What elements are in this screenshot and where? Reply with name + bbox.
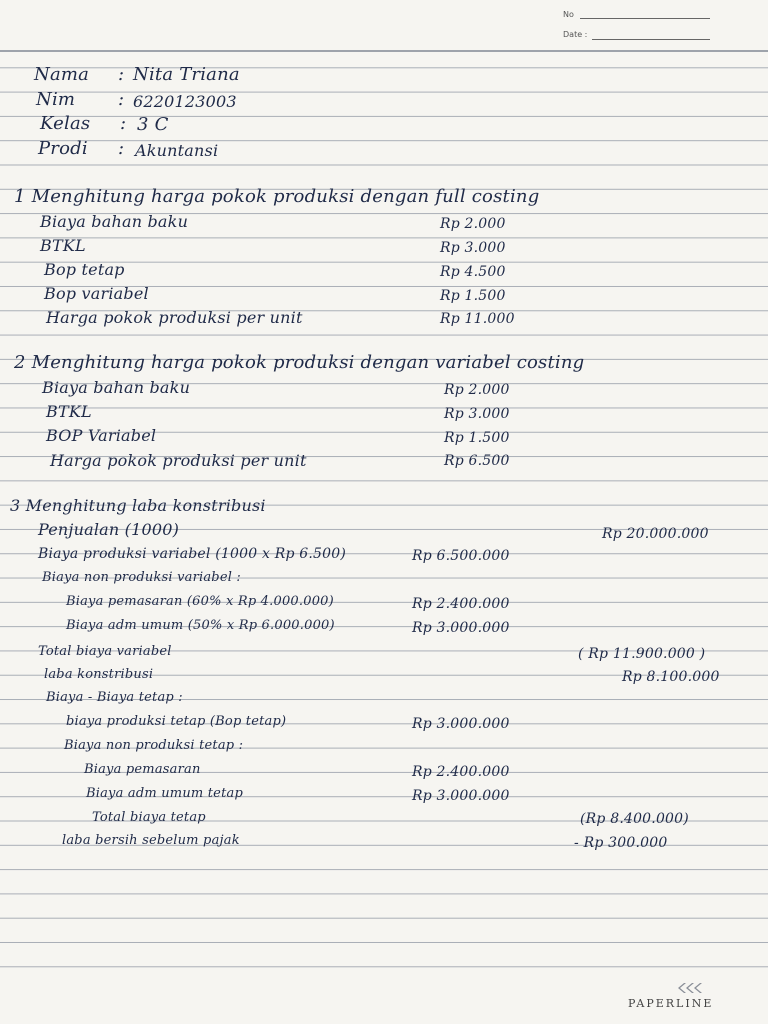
biaya-adm-umum-tetap-value: Rp 3.000.000 — [412, 788, 510, 804]
identity-value-nim: 6220123003 — [133, 92, 237, 111]
section1-row-label: Bop variabel — [44, 284, 149, 303]
biaya-pemasaran-tetap-label: Biaya pemasaran — [84, 762, 201, 777]
identity-sep: : — [118, 138, 125, 159]
biaya-pemasaran-tetap-value: Rp 2.400.000 — [412, 764, 510, 780]
section1-row-value: Rp 1.500 — [440, 288, 506, 304]
biaya-produksi-tetap-label: biaya produksi tetap (Bop tetap) — [66, 714, 287, 729]
section2-row-label: Harga pokok produksi per unit — [50, 451, 307, 470]
section2-row-label: BOP Variabel — [46, 426, 157, 445]
identity-label-nama: Nama — [34, 64, 90, 85]
penjualan-label: Penjualan (1000) — [38, 520, 180, 539]
header-rule — [0, 50, 768, 52]
section1-title: 1 Menghitung harga pokok produksi dengan full costing — [14, 186, 540, 207]
laba-bersih-value: - Rp 300.000 — [574, 835, 668, 851]
total-biaya-tetap-label: Total biaya tetap — [92, 810, 206, 825]
identity-label-prodi: Prodi — [38, 138, 88, 159]
biaya-pemasaran-value: Rp 2.400.000 — [412, 596, 510, 612]
section2-row-value: Rp 3.000 — [444, 406, 510, 422]
laba-bersih-label: laba bersih sebelum pajak — [62, 833, 240, 848]
section1-row-value: Rp 4.500 — [440, 264, 506, 280]
section1-row-label: Biaya bahan baku — [40, 212, 189, 231]
laba-konstribusi-label: laba konstribusi — [44, 667, 154, 682]
section2-row-label: Biaya bahan baku — [42, 378, 191, 397]
identity-sep: : — [120, 113, 127, 134]
section1-row-value: Rp 2.000 — [440, 216, 506, 232]
biaya-produksi-tetap-value: Rp 3.000.000 — [412, 716, 510, 732]
section1-row-label: Harga pokok produksi per unit — [46, 308, 303, 327]
biaya-tetap-label: Biaya - Biaya tetap : — [46, 690, 183, 705]
no-field-line — [580, 18, 710, 19]
section2-row-value: Rp 6.500 — [444, 453, 510, 469]
biaya-non-produksi-tetap-label: Biaya non produksi tetap : — [64, 738, 244, 753]
identity-sep: : — [118, 64, 125, 85]
biaya-adm-umum-value: Rp 3.000.000 — [412, 620, 510, 636]
section2-title: 2 Menghitung harga pokok produksi dengan variabel costing — [14, 352, 585, 373]
total-biaya-tetap-value: (Rp 8.400.000) — [580, 811, 689, 827]
page-header-area — [0, 0, 768, 50]
laba-konstribusi-value: Rp 8.100.000 — [622, 669, 720, 685]
total-biaya-variabel-label: Total biaya variabel — [38, 644, 172, 659]
biaya-adm-umum-label: Biaya adm umum (50% x Rp 6.000.000) — [66, 618, 335, 633]
biaya-pemasaran-label: Biaya pemasaran (60% x Rp 4.000.000) — [66, 594, 334, 609]
biaya-adm-umum-tetap-label: Biaya adm umum tetap — [86, 786, 243, 801]
date-field-line — [592, 39, 710, 40]
section1-row-label: Bop tetap — [44, 260, 125, 279]
section1-row-value: Rp 3.000 — [440, 240, 506, 256]
biaya-non-produksi-variabel-label: Biaya non produksi variabel : — [42, 570, 241, 585]
section3-title: 3 Menghitung laba konstribusi — [10, 496, 266, 515]
identity-value-prodi: Akuntansi — [135, 141, 219, 160]
biaya-produksi-variabel-label: Biaya produksi variabel (1000 x Rp 6.500) — [38, 546, 347, 562]
paperline-logo-icon — [676, 982, 704, 994]
identity-value-nama: Nita Triana — [133, 64, 240, 85]
brand-name: PAPERLINE — [628, 997, 714, 1010]
biaya-produksi-variabel-value: Rp 6.500.000 — [412, 548, 510, 564]
date-label: Date : — [563, 30, 588, 39]
section2-row-value: Rp 1.500 — [444, 430, 510, 446]
section2-row-value: Rp 2.000 — [444, 382, 510, 398]
section1-row-label: BTKL — [40, 236, 86, 255]
identity-sep: : — [118, 89, 125, 110]
penjualan-value: Rp 20.000.000 — [602, 526, 709, 542]
total-biaya-variabel-value: ( Rp 11.900.000 ) — [578, 646, 706, 662]
section1-row-value: Rp 11.000 — [440, 311, 515, 327]
section2-row-label: BTKL — [46, 402, 92, 421]
no-label: No — [563, 10, 574, 19]
identity-label-nim: Nim — [36, 89, 76, 110]
identity-value-kelas: 3 C — [137, 114, 169, 135]
identity-label-kelas: Kelas — [40, 113, 91, 134]
